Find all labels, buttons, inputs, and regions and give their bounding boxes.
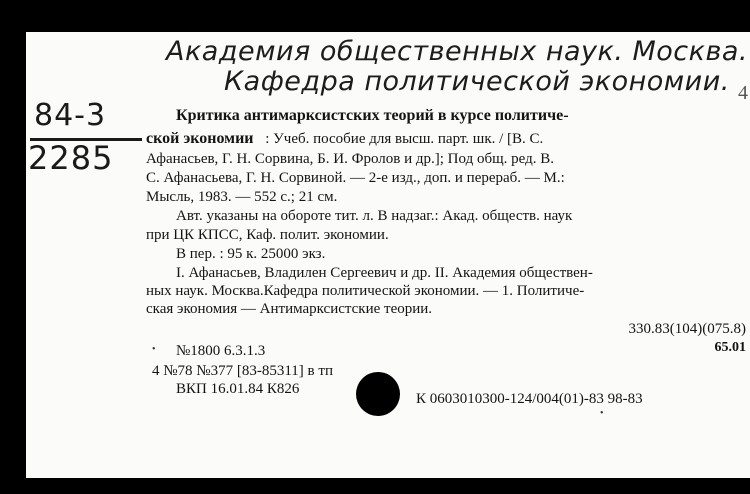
- entry-title-bold-part: ской экономии: [146, 130, 254, 147]
- code-line-3: ВКП 16.01.84 К826: [176, 381, 300, 397]
- shelfmark-top: 84-3: [34, 98, 107, 133]
- entry-title-line-1: Критика антимарксистских теорий в курсе политиче-: [176, 107, 569, 124]
- entry-line-10: ных наук. Москва.Кафедра политической экономии. — 1. Политиче-: [146, 283, 585, 299]
- handwritten-line-1: Академия общественных наук. Москва.: [166, 36, 748, 67]
- code-line-2: 4 №78 №377 [83-85311] в тп: [152, 363, 333, 379]
- entry-line-11: ская экономия — Антимарксистские теории.: [146, 301, 433, 317]
- punch-hole: [356, 372, 400, 416]
- stray-dot: •: [600, 408, 604, 419]
- entry-line-7: при ЦК КПСС, Каф. полит. экономии.: [146, 227, 389, 243]
- handwritten-line-2: Кафедра политической экономии.: [224, 66, 730, 97]
- stray-dot: •: [152, 344, 156, 355]
- entry-line-5: Мысль, 1983. — 552 с.; 21 см.: [146, 189, 338, 205]
- bbk-code: 65.01: [714, 340, 746, 355]
- bottom-code: К 0603010300-124/004(01)-83 98-83: [416, 391, 643, 407]
- entry-title-rest: : Учеб. пособие для высш. парт. шк. / [В. С.: [265, 131, 544, 147]
- entry-line-3: Афанасьев, Г. Н. Сорвина, Б. И. Фролов и др.]; Под общ. ред. В.: [146, 151, 554, 167]
- entry-title-line-2: [146, 131, 543, 147]
- entry-line-4: С. Афанасьева, Г. Н. Сорвиной. — 2-е изд., доп. и перераб. — М.:: [146, 170, 565, 186]
- entry-line-9: I. Афанасьев, Владилен Сергеевич и др. II. Академия обществен-: [176, 265, 593, 281]
- code-line-1: №1800 6.3.1.3: [176, 343, 266, 359]
- margin-mark: 4: [738, 82, 748, 104]
- shelfmark-bottom: 2285: [28, 139, 114, 177]
- entry-line-6: Авт. указаны на обороте тит. л. В надзаг.: Акад. обществ. наук: [176, 208, 573, 224]
- udc-code: 330.83(104)(075.8): [628, 321, 746, 337]
- entry-line-8-price: В пер. : 95 к. 25000 экз.: [176, 246, 326, 262]
- catalog-card: [26, 32, 750, 478]
